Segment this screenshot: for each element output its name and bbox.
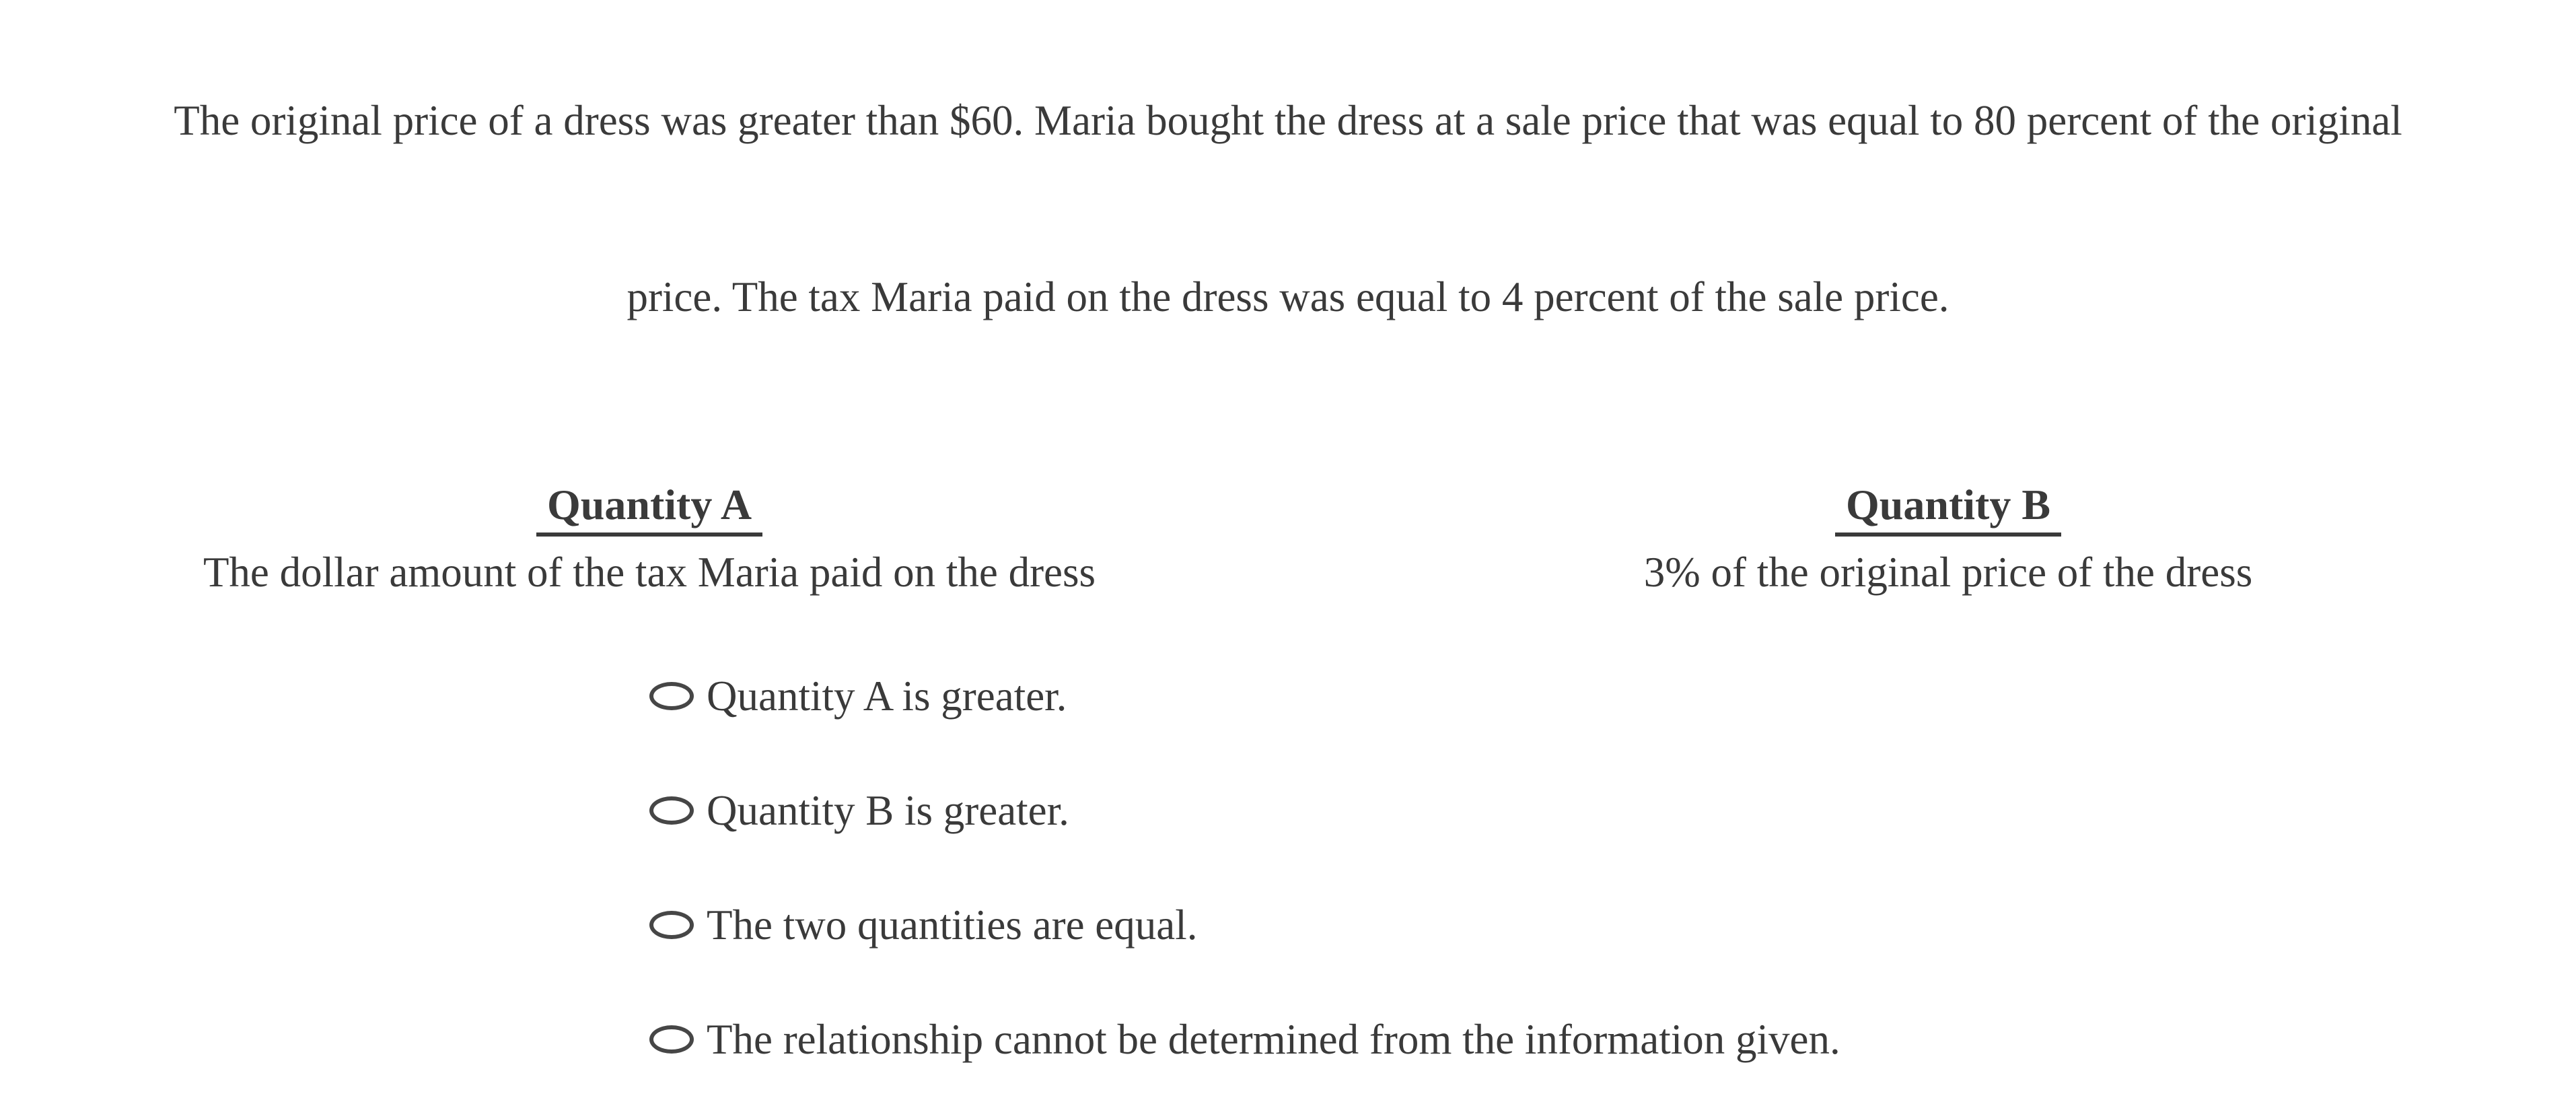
option-row-cannot-be-determined[interactable]: [649, 1015, 1840, 1063]
option-row-quantity-b-greater[interactable]: [649, 786, 1840, 834]
option-row-quantities-equal[interactable]: [649, 901, 1840, 949]
option-label: The two quantities are equal.: [707, 901, 1198, 949]
radio-icon[interactable]: [649, 911, 694, 939]
radio-icon[interactable]: [649, 796, 694, 825]
quantity-a-description: The dollar amount of the tax Maria paid on the dress: [203, 549, 1096, 596]
answer-options: [649, 672, 1840, 1063]
quantity-b-header: Quantity B: [1835, 483, 2061, 537]
problem-text-line-1: The original price of a dress was greater than $60. Maria bought the dress at a sale price that was equal to 80 percent of the original: [174, 97, 2402, 144]
problem-text-line-2: price. The tax Maria paid on the dress was equal to 4 percent of the sale price.: [627, 273, 1949, 320]
option-label: The relationship cannot be determined from the information given.: [707, 1015, 1840, 1063]
quantity-a-header: Quantity A: [536, 483, 762, 537]
option-label: Quantity A is greater.: [707, 672, 1067, 720]
option-row-quantity-a-greater[interactable]: [649, 672, 1840, 720]
radio-icon[interactable]: [649, 1025, 694, 1054]
quantity-a-column: [178, 483, 1120, 594]
radio-icon[interactable]: [649, 682, 694, 710]
quantity-b-description: 3% of the original price of the dress: [1643, 549, 2253, 596]
quantity-b-column: [1477, 483, 2419, 594]
option-label: Quantity B is greater.: [707, 786, 1069, 834]
